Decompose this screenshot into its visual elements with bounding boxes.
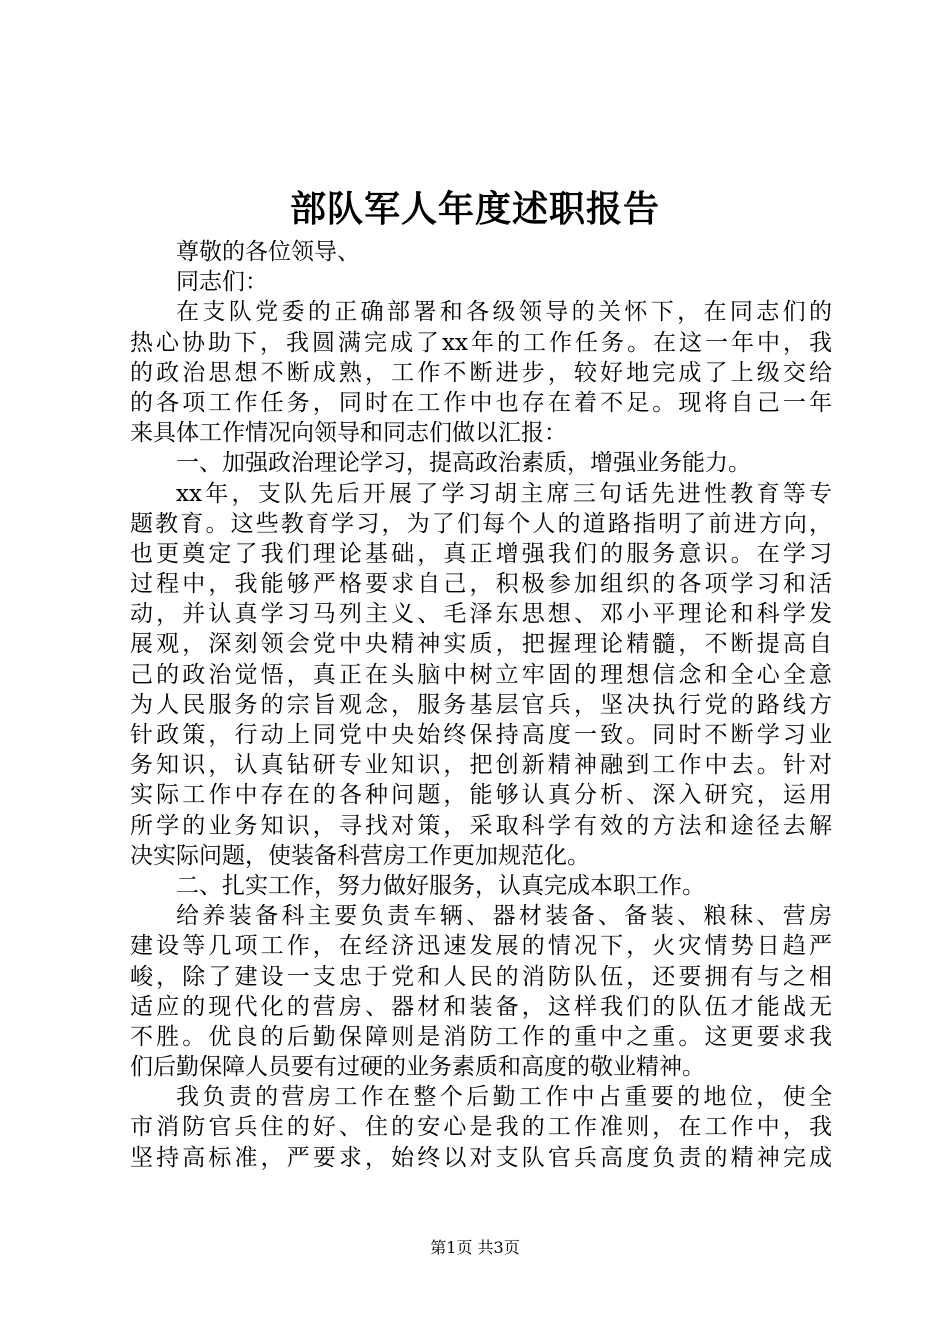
text-line: 实际工作中存在的各种问题，能够认真分析、深入研究，运用 <box>130 782 832 809</box>
text-line: 热心协助下，我圆满完成了xx年的工作任务。在这一年中，我 <box>130 329 832 356</box>
text-line: 建设等几项工作，在经济迅速发展的情况下，火灾情势日趋严 <box>130 933 832 960</box>
text-line: 所学的业务知识，寻找对策，采取科学有效的方法和途径去解 <box>130 812 832 839</box>
page-number: 第1页 共3页 <box>430 1238 520 1257</box>
text-line: 题教育。这些教育学习，为了们每个人的道路指明了前进方向， <box>130 510 832 537</box>
text-line: 决实际问题，使装备科营房工作更加规范化。 <box>130 842 590 869</box>
text-line: 峻，除了建设一支忠于党和人民的消防队伍，还要拥有与之相 <box>130 963 832 990</box>
text-line: 我负责的营房工作在整个后勤工作中占重要的地位，使全 <box>176 1084 832 1111</box>
text-line: 坚持高标准，严要求，始终以对支队官兵高度负责的精神完成 <box>130 1144 832 1171</box>
text-line: xx年，支队先后开展了学习胡主席三句话先进性教育等专 <box>176 480 832 507</box>
text-line: 针政策，行动上同党中央始终保持高度一致。同时不断学习业 <box>130 722 832 748</box>
text-line: 为人民服务的宗旨观念，服务基层官兵，坚决执行党的路线方 <box>130 691 832 718</box>
document-body <box>130 237 832 1173</box>
text-line: 也更奠定了我们理论基础，真正增强我们的服务意识。在学习 <box>130 540 832 567</box>
text-line: 的政治思想不断成熟，工作不断进步，较好地完成了上级交给 <box>130 359 832 386</box>
text-line: 己的政治觉悟，真正在头脑中树立牢固的理想信念和全心全意 <box>130 661 832 688</box>
text-line: 动，并认真学习马列主义、毛泽东思想、邓小平理论和科学发 <box>130 601 832 628</box>
text-line: 们后勤保障人员要有过硬的业务素质和高度的敬业精神。 <box>130 1054 705 1081</box>
text-line: 市消防官兵住的好、住的安心是我的工作准则，在工作中，我 <box>130 1114 832 1141</box>
text-line: 一、加强政治理论学习，提高政治素质，增强业务能力。 <box>176 450 751 477</box>
text-line: 尊敬的各位领导、 <box>176 239 360 265</box>
text-line: 不胜。优良的后勤保障则是消防工作的重中之重。这更要求我 <box>130 1023 832 1050</box>
text-line: 二、扎实工作，努力做好服务，认真完成本职工作。 <box>176 872 705 899</box>
text-line: 同志们： <box>176 269 268 296</box>
text-line: 展观，深刻领会党中央精神实质，把握理论精髓，不断提高自 <box>130 631 832 658</box>
text-line: 务知识，认真钻研专业知识，把创新精神融到工作中去。针对 <box>130 752 832 779</box>
text-line: 过程中，我能够严格要求自己，积极参加组织的各项学习和活 <box>130 571 832 598</box>
document-title: 部队军人年度述职报告 <box>289 188 660 230</box>
text-line: 给养装备科主要负责车辆、器材装备、备装、粮秣、营房 <box>176 903 832 930</box>
text-line: 适应的现代化的营房、器材和装备，这样我们的队伍才能战无 <box>130 993 832 1020</box>
text-line: 的各项工作任务，同时在工作中也存在着不足。现将自己一年 <box>130 389 832 416</box>
text-line: 在支队党委的正确部署和各级领导的关怀下，在同志们的 <box>176 299 832 326</box>
text-line: 来具体工作情况向领导和同志们做以汇报： <box>130 420 567 447</box>
